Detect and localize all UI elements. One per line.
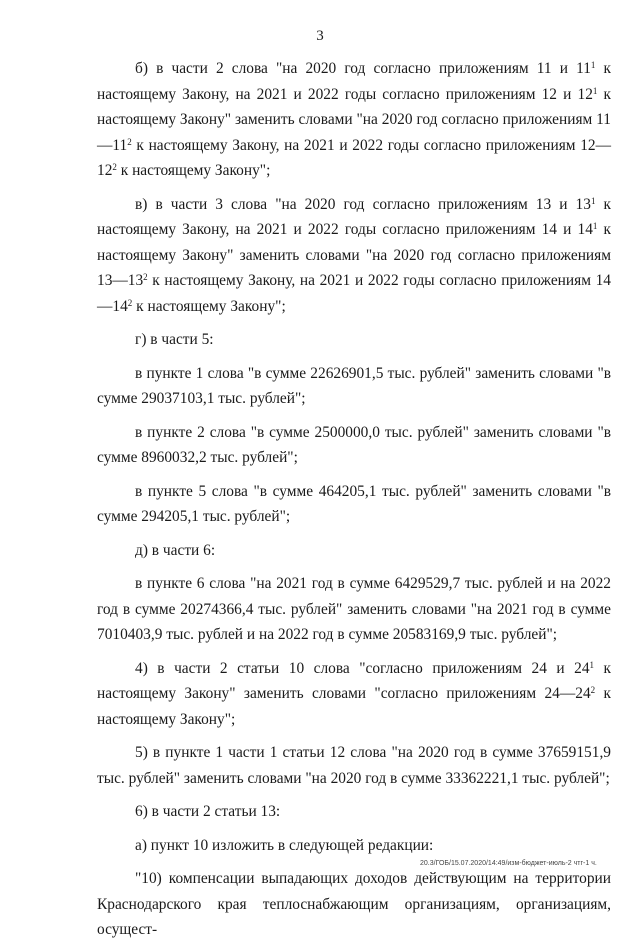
paragraph-g-item-5: в пункте 5 слова "в сумме 464205,1 тыс. рублей" заменить словами "в сумме 294205,1 тыс. рублей";: [97, 482, 611, 525]
paragraph-v: в) в части 3 слова "на 2020 год согласно приложениям 13 и $13^1$ к настоящему Закону, на 2021 и 2022 годы согласно приложениям 14 и $14^1$ к настоящему Закону" заменить словами "на 2020 год согласно приложениям $13—13^2$ к настоящему Закону, на 2021 и 2022 годы согласно приложениям $14—14^2$ к настоящему Закону";: [97, 195, 612, 315]
paragraph-b: б) в части 2 слова "на 2020 год согласно приложениям 11 и $11^1$ к настоящему Закону, на 2021 и 2022 годы согласно приложениям 12 и $12^1$ к настоящему Закону" заменить словами "на 2020 год согласно приложениям $11—11^2$ к настоящему Закону, на 2021 и 2022 годы согласно приложениям $12—12^2$ к настоящему Закону";: [97, 60, 612, 179]
paragraph-6: 6) в части 2 статьи 13:: [135, 803, 281, 820]
paragraph-10: "10) компенсации выпадающих доходов действующим на территории Краснодарского края теплоснабжающим организациям, организациям, осущест-: [97, 870, 611, 938]
paragraph-g-item-2: в пункте 2 слова "в сумме 2500000,0 тыс. рублей" заменить словами "в сумме 8960032,2 тыс. рублей";: [97, 423, 611, 466]
paragraph-d-item-6: в пункте 6 слова "на 2021 год в сумме 6429529,7 тыс. рублей и на 2022 год в сумме 20274366,4 тыс. рублей" заменить словами "на 2021 год в сумме 7010403,9 тыс. рублей и на 2022 год в сумме 20583169,9 тыс. рублей";: [97, 575, 611, 643]
document-footer: 20.3/ГОБ/15.07.2020/14:49/изм-бюджет-июль-2 чтг-1 ч.: [420, 860, 597, 867]
paragraph-4: 4) в части 2 статьи 10 слова "согласно приложениям 24 и $24^1$ к настоящему Закону" заменить словами "согласно приложениям $24—24^2$ к настоящему Закону";: [97, 659, 612, 728]
paragraph-g: г) в части 5:: [135, 331, 214, 348]
paragraph-6a: а) пункт 10 изложить в следующей редакции:: [135, 836, 434, 854]
paragraph-g-item-1: в пункте 1 слова "в сумме 22626901,5 тыс. рублей" заменить словами "в сумме 29037103,1 тыс. рублей";: [97, 364, 611, 407]
document-body: [97, 56, 611, 943]
paragraph-d: д) в части 6:: [135, 541, 216, 559]
paragraph-5: 5) в пункте 1 части 1 статьи 12 слова "на 2020 год в сумме 37659151,9 тыс. рублей" заменить словами "на 2020 год в сумме 33362221,1 тыс. рублей";: [97, 744, 611, 787]
page-number: 3: [316, 28, 324, 44]
